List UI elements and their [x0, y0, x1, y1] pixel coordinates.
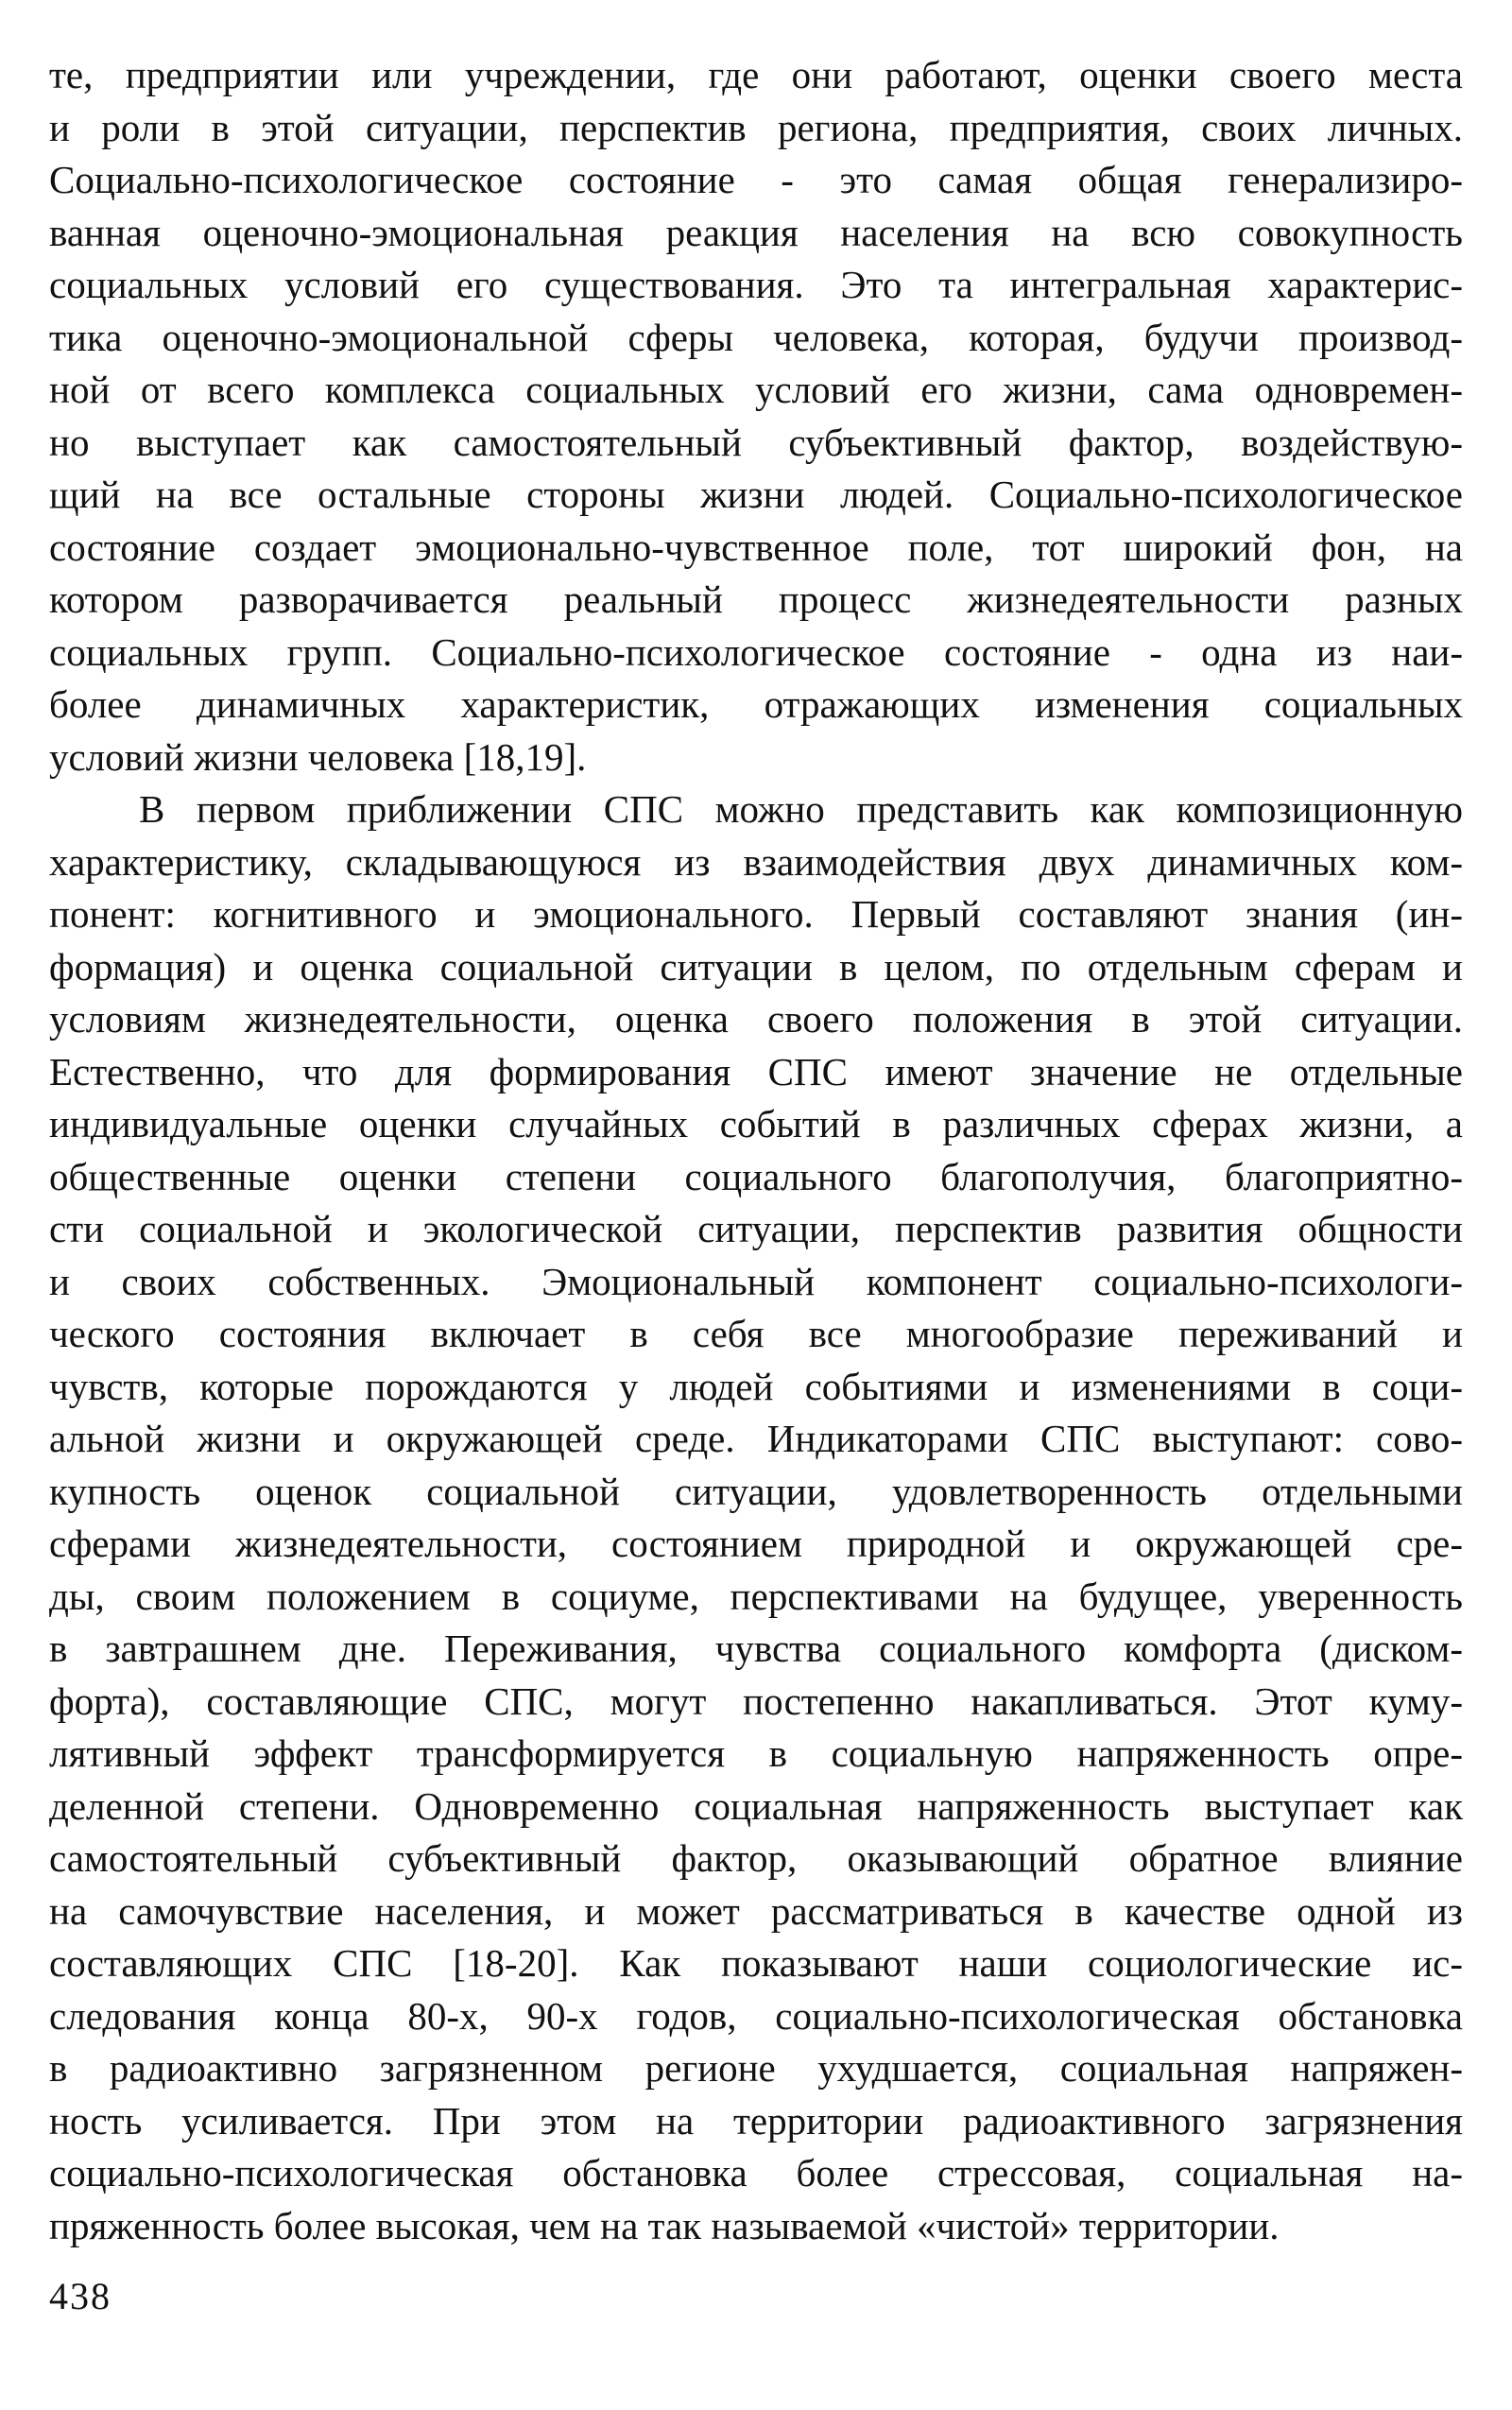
- text-line: характеристику, складывающуюся из взаимодействия двух динамичных ком-: [49, 839, 1463, 884]
- text-line: социально-психологическая обстановка более стрессовая, социальная на-: [49, 2151, 1463, 2195]
- page-number: 438: [49, 2275, 112, 2317]
- text-line: пряженность более высокая, чем на так называемой «чистой» территории.: [49, 2203, 1280, 2247]
- text-line: щий на все остальные стороны жизни людей. Социально-психологическое: [49, 473, 1463, 516]
- text-line: более динамичных характеристик, отражающих изменения социальных: [49, 682, 1463, 726]
- text-line: деленной степени. Одновременно социальная напряженность выступает как: [49, 1783, 1463, 1828]
- page-body: [49, 49, 1463, 2252]
- text-line: тика оценочно-эмоциональной сферы человека, которая, будучи производ-: [49, 315, 1463, 359]
- text-line: формация) и оценка социальной ситуации в целом, по отдельным сферам и: [49, 944, 1463, 989]
- text-line: на самочувствие населения, и может рассматриваться в качестве одной из: [49, 1888, 1463, 1933]
- text-line: в радиоактивно загрязненном регионе ухудшается, социальная напряжен-: [49, 2046, 1463, 2090]
- text-line: условиям жизнедеятельности, оценка своего положения в этой ситуации.: [49, 997, 1463, 1041]
- text-line: но выступает как самостоятельный субъективный фактор, воздействую-: [49, 420, 1463, 464]
- text-line: сти социальной и экологической ситуации, перспектив развития общности: [49, 1207, 1463, 1250]
- text-line: те, предприятии или учреждении, где они работают, оценки своего места: [49, 53, 1463, 96]
- text-line: социальных условий его существования. Это та интегральная характерис-: [49, 263, 1463, 306]
- text-line: альной жизни и окружающей среде. Индикаторами СПС выступают: сово-: [49, 1417, 1463, 1460]
- text-line: и своих собственных. Эмоциональный компонент социально-психологи-: [49, 1259, 1463, 1303]
- text-line: самостоятельный субъективный фактор, оказывающий обратное влияние: [49, 1836, 1463, 1880]
- text-line: составляющих СПС [18-20]. Как показывают наши социологические ис-: [49, 1941, 1463, 1985]
- text-line: ванная оценочно-эмоциональная реакция населения на всю совокупность: [49, 210, 1463, 254]
- text-line: лятивный эффект трансформируется в социальную напряженность опре-: [49, 1731, 1463, 1775]
- text-line: купность оценок социальной ситуации, удовлетворенность отдельными: [49, 1469, 1463, 1513]
- text-line: сферами жизнедеятельности, состоянием природной и окружающей сре-: [49, 1522, 1463, 1565]
- text-line: понент: когнитивного и эмоционального. Первый составляют знания (ин-: [49, 892, 1463, 936]
- text-line: котором разворачивается реальный процесс жизнедеятельности разных: [49, 577, 1463, 621]
- text-line: индивидуальные оценки случайных событий в различных сферах жизни, а: [49, 1102, 1463, 1145]
- text-line: следования конца 80-х, 90-х годов, социально-психологическая обстановка: [49, 1993, 1463, 2038]
- text-line: ческого состояния включает в себя все многообразие переживаний и: [49, 1312, 1463, 1355]
- text-line: состояние создает эмоционально-чувственное поле, тот широкий фон, на: [49, 525, 1463, 569]
- text-line: Социально-психологическое состояние - это самая общая генерализиро-: [49, 158, 1463, 201]
- text-line: ной от всего комплекса социальных условий его жизни, сама одновремен-: [49, 368, 1463, 411]
- text-line: ность усиливается. При этом на территории радиоактивного загрязнения: [49, 2098, 1463, 2143]
- text-line: социальных групп. Социально-психологическое состояние - одна из наи-: [49, 629, 1463, 674]
- paragraph-1: [49, 49, 1463, 783]
- text-line: Естественно, что для формирования СПС имеют значение не отдельные: [49, 1049, 1463, 1093]
- text-line: и роли в этой ситуации, перспектив региона, предприятия, своих личных.: [49, 105, 1463, 149]
- text-line: ды, своим положением в социуме, перспективами на будущее, уверенность: [49, 1574, 1463, 1618]
- text-line: в завтрашнем дне. Переживания, чувства социального комфорта (диском-: [49, 1627, 1463, 1670]
- text-line: В первом приближении СПС можно представить как композиционную: [139, 787, 1463, 831]
- text-line: общественные оценки степени социального благополучия, благоприятно-: [49, 1154, 1463, 1198]
- text-line: условий жизни человека [18,19].: [49, 734, 587, 779]
- text-line: чувств, которые порождаются у людей событиями и изменениями в соци-: [49, 1364, 1463, 1408]
- paragraph-2: [49, 783, 1463, 2252]
- text-line: форта), составляющие СПС, могут постепенно накапливаться. Этот куму-: [49, 1678, 1463, 1723]
